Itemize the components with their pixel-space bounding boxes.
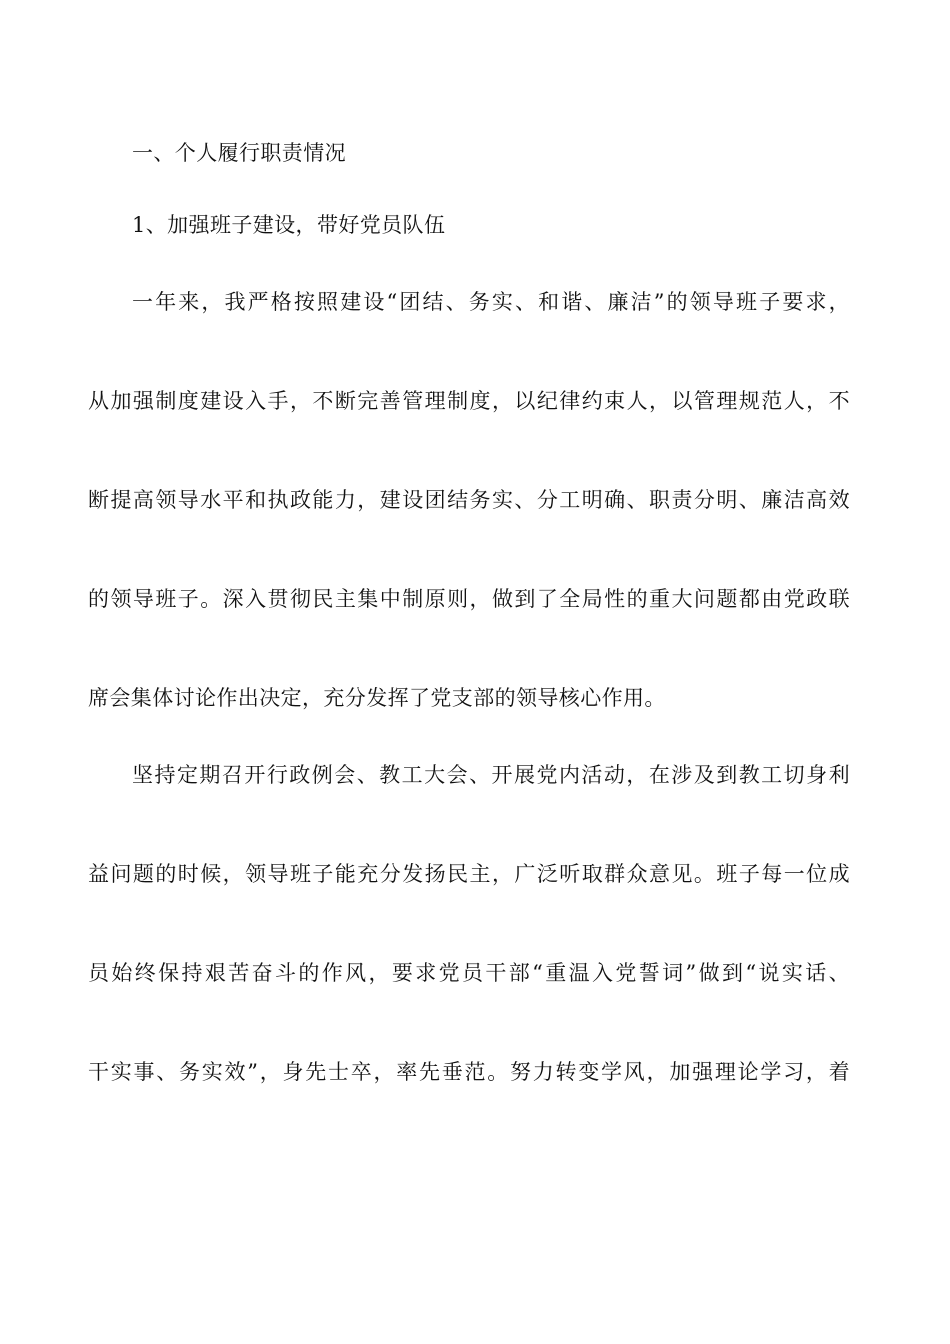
paragraph-line: 员始终保持艰苦奋斗的作风，要求党员干部“重温入党誓词”做到“说实话、 [88, 961, 850, 985]
subsection-heading: 1、加强班子建设，带好党员队伍 [132, 213, 446, 237]
paragraph-line: 干实事、务实效”，身先士卒，率先垂范。努力转变学风，加强理论学习，着 [88, 1060, 850, 1084]
paragraph-line: 益问题的时候，领导班子能充分发扬民主，广泛听取群众意见。班子每一位成 [88, 862, 850, 886]
paragraph-line: 坚持定期召开行政例会、教工大会、开展党内活动，在涉及到教工切身利 [132, 763, 850, 787]
paragraph-line: 断提高领导水平和执政能力，建设团结务实、分工明确、职责分明、廉洁高效 [88, 488, 850, 512]
paragraph-line: 的领导班子。深入贯彻民主集中制原则，做到了全局性的重大问题都由党政联 [88, 587, 850, 611]
section-heading: 一、个人履行职责情况 [132, 141, 346, 165]
paragraph-line: 一年来，我严格按照建设“团结、务实、和谐、廉洁”的领导班子要求， [132, 290, 850, 314]
paragraph-line: 席会集体讨论作出决定，充分发挥了党支部的领导核心作用。 [88, 686, 666, 710]
paragraph-line: 从加强制度建设入手，不断完善管理制度，以纪律约束人，以管理规范人，不 [88, 389, 850, 413]
